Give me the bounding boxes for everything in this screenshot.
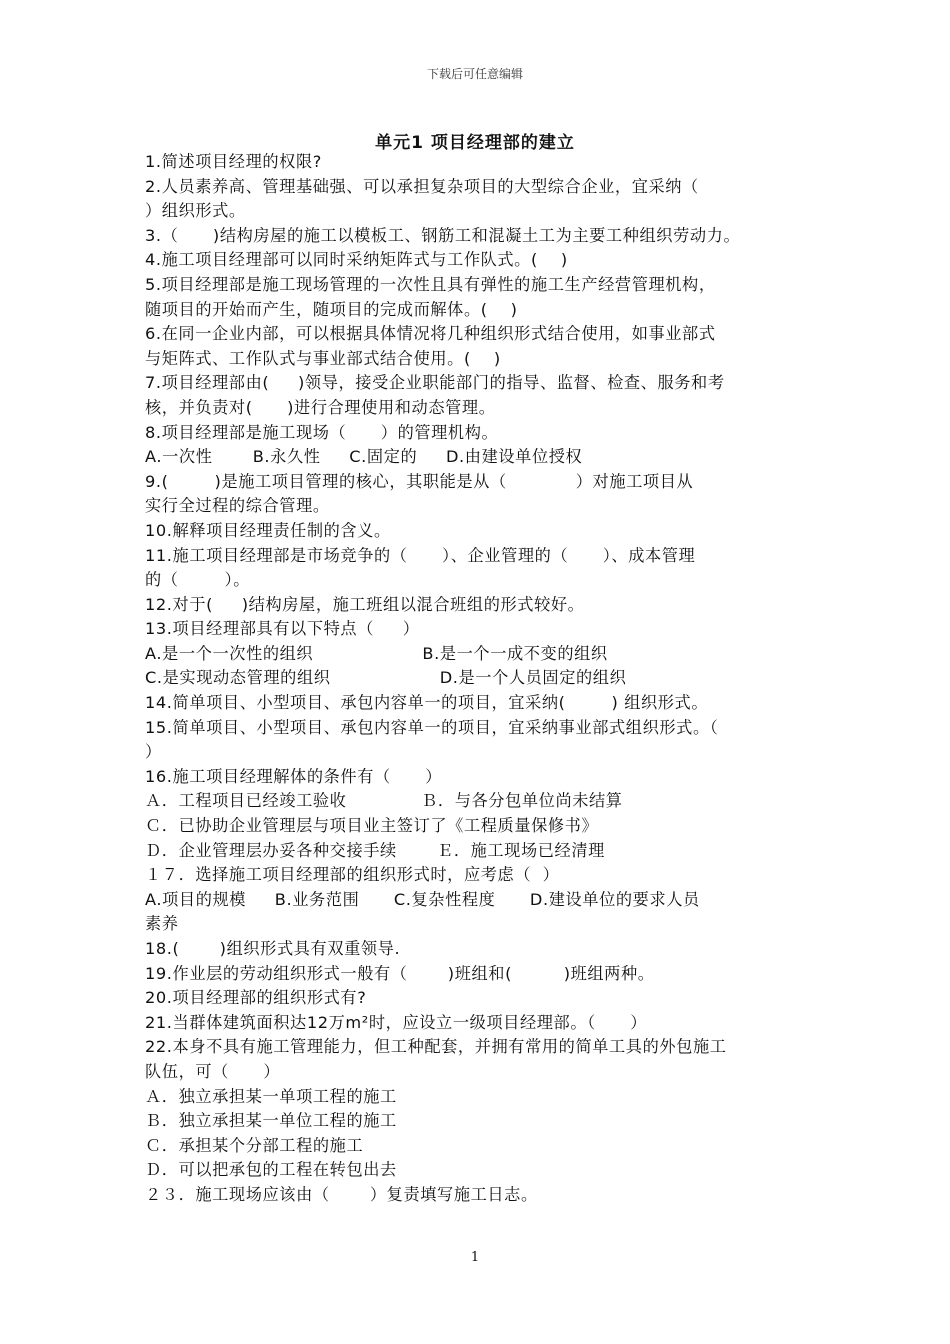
text-line: 19.作业层的劳动组织形式一般有（ )班组和( )班组两种。 bbox=[145, 963, 655, 983]
text-line: 的（ ）。 bbox=[145, 570, 251, 590]
header-note: 下载后可任意编辑 bbox=[426, 67, 523, 81]
text-line: 与矩阵式、工作队式与事业部式结合使用。( ) bbox=[145, 348, 501, 368]
text-line: 12.对于( )结构房屋，施工班组以混合班组的形式较好。 bbox=[145, 594, 585, 614]
text-line: 7.项目经理部由( )领导，接受企业职能部门的指导、监督、检查、服务和考 bbox=[145, 373, 725, 393]
text-line: Ｂ．独立承担某一单位工程的施工 bbox=[145, 1111, 397, 1131]
text-line: 实行全过程的综合管理。 bbox=[145, 496, 330, 516]
text-line: 1.简述项目经理的权限? bbox=[145, 152, 322, 171]
text-line: １７．选择施工项目经理部的组织形式时，应考虑（ ） bbox=[145, 865, 560, 885]
text-line: 4.施工项目经理部可以同时采纳矩阵式与工作队式。( ) bbox=[145, 250, 568, 270]
text-line: 随项目的开始而产生，随项目的完成而解体。( ) bbox=[145, 299, 518, 319]
text-line: 11.施工项目经理部是市场竞争的（ ）、企业管理的（ ）、成本管理 bbox=[145, 545, 696, 565]
page-number: 1 bbox=[470, 1250, 480, 1265]
question-list bbox=[145, 150, 810, 1208]
text-line: 5.项目经理部是施工现场管理的一次性且具有弹性的施工生产经营管理机构， bbox=[145, 274, 716, 294]
text-line: 14.简单项目、小型项目、承包内容单一的项目，宜采纳( ) 组织形式。 bbox=[145, 693, 709, 713]
text-line: C.是实现动态管理的组织 D.是一个人员固定的组织 bbox=[145, 668, 627, 688]
text-line: 6.在同一企业内部，可以根据具体情况将几种组织形式结合使用，如事业部式 bbox=[145, 324, 716, 344]
text-line: ２３．施工现场应该由（ ）复责填写施工日志。 bbox=[145, 1184, 538, 1204]
text-line: 16.施工项目经理解体的条件有（ ） bbox=[145, 766, 443, 786]
text-line: 20.项目经理部的组织形式有? bbox=[145, 988, 367, 1008]
text-line: 核，并负责对( )进行合理使用和动态管理。 bbox=[145, 397, 496, 417]
text-line: ）组织形式。 bbox=[145, 201, 246, 221]
text-line: 9.( )是施工项目管理的核心，其职能是从（ ）对施工项目从 bbox=[145, 471, 694, 491]
text-line: Ｃ．承担某个分部工程的施工 bbox=[145, 1135, 364, 1155]
text-line: 8.项目经理部是施工现场（ ）的管理机构。 bbox=[145, 422, 499, 442]
text-line: A.项目的规模 B.业务范围 C.复杂性程度 D.建设单位的要求人员 bbox=[145, 889, 700, 909]
text-line: Ｄ．可以把承包的工程在转包出去 bbox=[145, 1160, 397, 1180]
text-line: A.是一个一次性的组织 B.是一个一成不变的组织 bbox=[145, 643, 608, 663]
text-line: ） bbox=[145, 742, 162, 762]
text-line: 22.本身不具有施工管理能力，但工种配套，并拥有常用的简单工具的外包施工 bbox=[145, 1037, 727, 1057]
text-line: 队伍，可（ ） bbox=[145, 1061, 281, 1081]
text-line: 素养 bbox=[145, 914, 179, 934]
text-line: Ｃ．已协助企业管理层与项目业主签订了《工程质量保修书》 bbox=[145, 816, 599, 836]
text-line: 2.人员素养高、管理基础强、可以承担复杂项目的大型综合企业，宜采纳（ bbox=[145, 176, 699, 196]
text-line: 21.当群体建筑面积达12万m²时，应设立一级项目经理部。（ ） bbox=[145, 1012, 648, 1032]
text-line: A.一次性 B.永久性 C.固定的 D.由建设单位授权 bbox=[145, 447, 583, 467]
text-line: 10.解释项目经理责任制的含义。 bbox=[145, 520, 391, 540]
text-line: Ｄ．企业管理层办妥各种交接手续 Ｅ．施工现场已经清理 bbox=[145, 840, 605, 860]
text-line: Ａ．工程项目已经竣工验收 Ｂ．与各分包单位尚未结算 bbox=[145, 791, 623, 811]
text-line: 18.( )组织形式具有双重领导. bbox=[145, 939, 401, 958]
text-line: 3.（ )结构房屋的施工以模板工、钢筋工和混凝土工为主要工种组织劳动力。 bbox=[145, 225, 741, 245]
text-line: 13.项目经理部具有以下特点（ ） bbox=[145, 619, 420, 639]
text-line: Ａ．独立承担某一单项工程的施工 bbox=[145, 1086, 397, 1106]
page-title: 单元1 项目经理部的建立 bbox=[375, 133, 575, 153]
text-line: 15.简单项目、小型项目、承包内容单一的项目，宜采纳事业部式组织形式。（ bbox=[145, 717, 719, 737]
